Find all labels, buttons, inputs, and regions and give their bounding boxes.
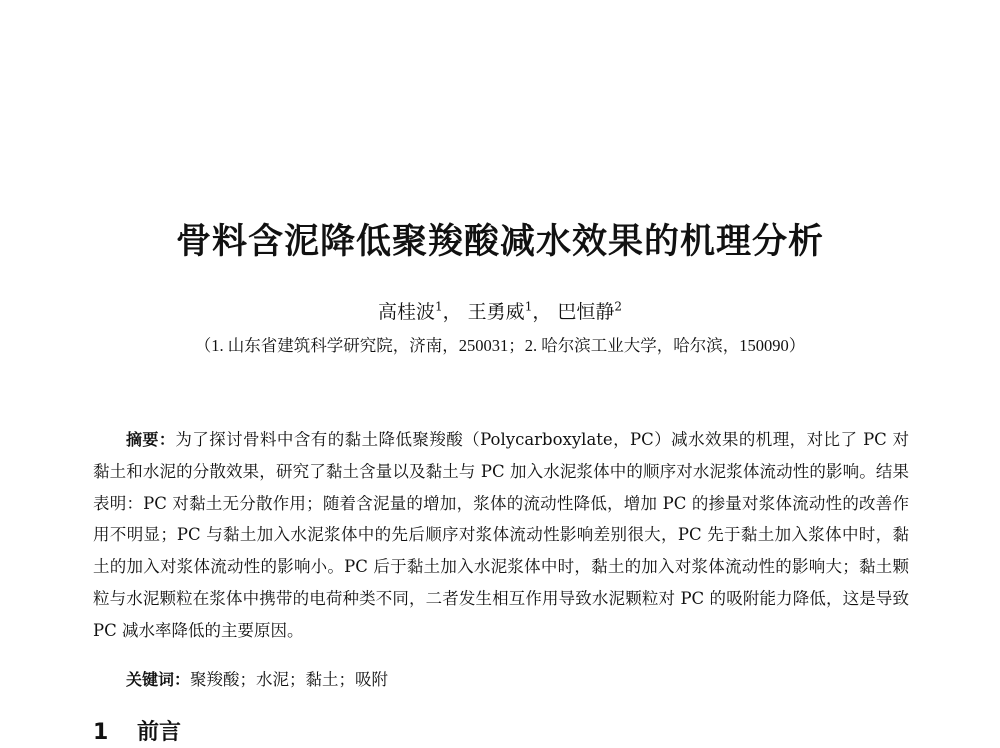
author-list bbox=[0, 298, 1000, 326]
abstract-label: 摘要： bbox=[126, 430, 176, 449]
author-affiliation-mark: 1 bbox=[524, 299, 533, 314]
author-affiliation-mark: 2 bbox=[614, 299, 623, 314]
abstract-text: 为了探讨骨料中含有的黏土降低聚羧酸（Polycarboxylate，PC）减水效果的机理，对比了 PC 对黏土和水泥的分散效果，研究了黏土含量以及黏土与 PC 加入水泥浆体中的顺序对水泥浆体流动性的影响。结果表明：PC 对黏土无分散作用；随着含泥量的增加，浆体的流动性降低，增加 PC 的掺量对浆体流动性的改善作用不明显；PC 与黏土加入水泥浆体中的先后顺序对浆体流动性影响差别很大，PC 先于黏土加入浆体中时，黏土的加入对浆体流动性的影响小。PC 后于黏土加入水泥浆体中时，黏土的加入对浆体流动性的影响大；黏土颗粒与水泥颗粒在浆体中携带的电荷种类不同，二者发生相互作用导致水泥颗粒对 PC 的吸附能力降低，这是导致 PC 减水率降低的主要原因。 bbox=[93, 430, 909, 640]
section-number: 1 bbox=[93, 720, 109, 745]
author-name: 王勇威 bbox=[467, 301, 525, 323]
author-separator: ， bbox=[532, 301, 552, 323]
keywords-label: 关键词： bbox=[126, 670, 191, 689]
paper-title: 骨料含泥降低聚羧酸减水效果的机理分析 bbox=[175, 221, 824, 262]
author-name: 高桂波 bbox=[377, 301, 435, 323]
abstract bbox=[93, 424, 909, 647]
author-affiliation-mark: 1 bbox=[434, 299, 443, 314]
section-heading bbox=[93, 718, 181, 748]
author-separator: ， bbox=[442, 301, 462, 323]
keywords bbox=[93, 665, 909, 695]
keywords-text: 聚羧酸；水泥；黏土；吸附 bbox=[190, 670, 389, 689]
section-title: 前言 bbox=[137, 720, 182, 745]
author-name: 巴恒静 bbox=[557, 301, 615, 323]
affiliations: （1. 山东省建筑科学研究院，济南，250031；2. 哈尔滨工业大学，哈尔滨，150090） bbox=[194, 336, 806, 355]
